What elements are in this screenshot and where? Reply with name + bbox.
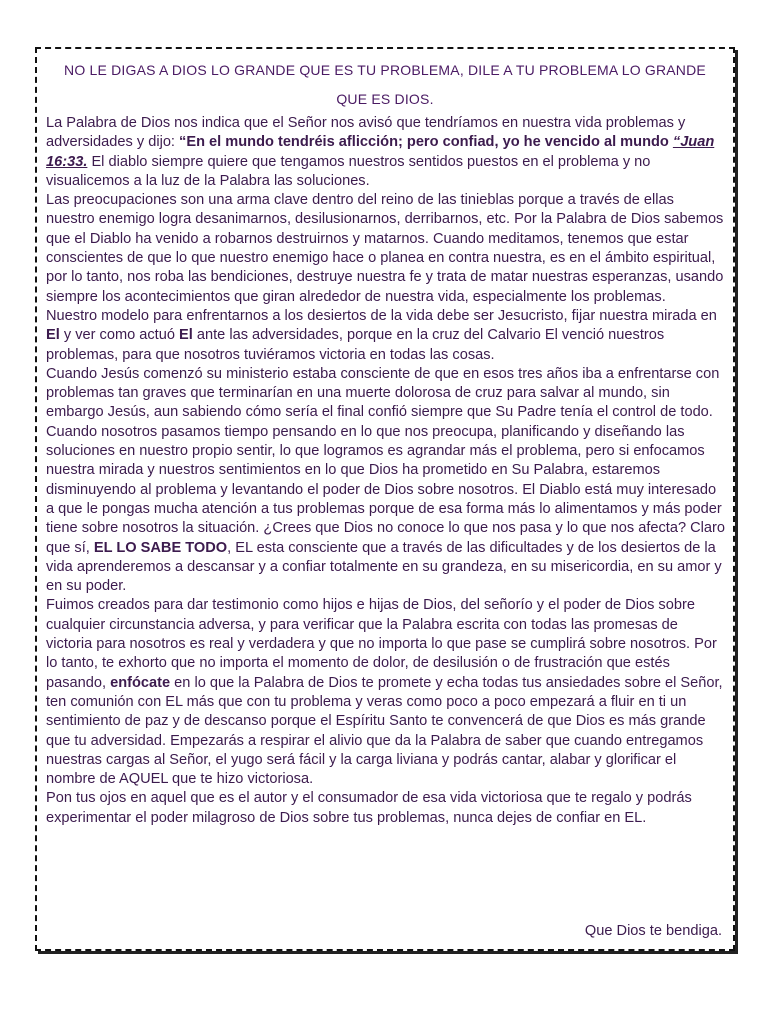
closing-blessing: Que Dios te bendiga. — [584, 923, 722, 939]
paragraph-6-bold: enfócate — [110, 674, 171, 691]
paragraph-3 — [46, 307, 726, 365]
page-title — [40, 56, 730, 114]
paragraph-5-bold: EL LO SABE TODO — [93, 539, 228, 556]
bible-reference: “Juan 16:33. — [46, 134, 715, 170]
paragraph-3-a: Nuestro modelo para enfrentarnos a los desiertos de la vida debe ser Jesucristo, fijar nuestra mirada en — [46, 307, 717, 324]
title-line-1: NO LE DIGAS A DIOS LO GRANDE QUE ES TU PROBLEMA, DILE A TU PROBLEMA LO GRANDE — [64, 62, 706, 78]
article-body — [46, 114, 726, 828]
paragraph-1-intro: La Palabra de Dios nos indica que el Señor nos avisó que tendríamos en nuestra vida problemas y adversidades y dijo: — [46, 115, 686, 151]
paragraph-1 — [46, 114, 726, 191]
paragraph-1-rest: El diablo siempre quiere que tengamos nuestros sentidos puestos en el problema y no visualicemos a la luz de la Palabra las soluciones. — [46, 153, 651, 189]
title-line-2: QUE ES DIOS. — [336, 91, 434, 107]
paragraph-2: Las preocupaciones son una arma clave dentro del reino de las tinieblas porque a través de ellas nuestro enemigo logra desanimarnos, desilusionarnos, derribarnos, etc. Por la Palabra de Dios sabemos que el Diablo ha venido a robarnos destruirnos y matarnos. Cuando meditamos, tenemos que estar conscientes de que lo que nuestro enemigo hace o planea en contra nuestra, es en el ámbito espiritual, por lo tanto, nos roba las bendiciones, destruye nuestra fe y trata de matar nuestras esperanzas, usando siempre los acontecimientos que giran alrededor de nuestra vida, especialmente los problemas. — [46, 192, 724, 305]
paragraph-5-a: Cuando nosotros pasamos tiempo pensando en lo que nos preocupa, planificando y diseñando las soluciones en nuestro propio sentir, lo que logramos es agrandar más el problema, pero si enfocamos nuestra mirada y nuestros sentimientos en lo que Dios ha prometido en Su Palabra, estaremos disminuyendo al problema y levantando el poder de Dios sobre nosotros. El Diablo está muy interesado a que le pongas mucha atención a tus problemas porque de esa forma más lo alimentamos y más poder tiene sobre nosotros la situación. ¿Crees que Dios no conoce lo que nos pasa y lo que nos afecta? Claro que sí, — [46, 423, 726, 556]
paragraph-5 — [46, 423, 726, 597]
paragraph-3-bold-1: El — [46, 327, 60, 344]
paragraph-3-d: ante las adversidades, porque en la cruz del Calvario El venció nuestros problemas, para que nosotros tuviéramos victoria en todas las cosas. — [46, 327, 665, 363]
paragraph-6 — [46, 596, 726, 789]
paragraph-6-a: Fuimos creados para dar testimonio como hijos e hijas de Dios, del señorío y el poder de Dios sobre cualquier circunstancia adversa, y para verificar que la Palabra escrita con todas las promesas de victoria para nosotros es real y verdadera y que no importa lo que pase se cumplirá sobre nosotros. Por lo tanto, te exhorto que no importa el momento de dolor, de desilusión o de frustración que estés pasando, — [46, 597, 717, 691]
paragraph-3-bold-2: El — [179, 327, 193, 344]
bible-quote: “En el mundo tendréis aflicción; pero confiad, yo he vencido al mundo — [179, 134, 669, 151]
paragraph-5-b: , EL esta consciente que a través de las dificultades y de los desiertos de la vida aprenderemos a descansar y a confiar totalmente en su grandeza, en su misericordia, en su amor y en su poder. — [46, 539, 722, 595]
paragraph-4: Cuando Jesús comenzó su ministerio estaba consciente de que en esos tres años iba a enfrentarse con problemas tan graves que terminarían en una muerte dolorosa de cruz para salvar al mundo, sin embargo Jesús, aun sabiendo cómo sería el final confió siempre que Su Padre tenía el control de todo. — [46, 365, 720, 421]
paragraph-3-c: y ver como actuó — [59, 327, 180, 344]
paragraph-7: Pon tus ojos en aquel que es el autor y el consumador de esa vida victoriosa que te regalo y podrás experimentar el poder milagroso de Dios sobre tus problemas, nunca dejes de confiar en EL. — [46, 790, 692, 826]
paragraph-6-b: en lo que la Palabra de Dios te promete y echa todas tus ansiedades sobre el Señor, ten comunión con EL más que con tu problema y veras como poco a poco empezará a fluir en ti un sentimiento de paz y de descanso porque el Espíritu Santo te convencerá de que Dios es más grande que tu adversidad. Empezarás a respirar el alivio que da la Palabra de saber que cuando entregamos nuestras cargas al Señor, el yugo será fácil y la carga liviana y podrás cantar, alabar y glorificar el nombre de AQUEL que te hizo victoriosa. — [46, 674, 723, 788]
